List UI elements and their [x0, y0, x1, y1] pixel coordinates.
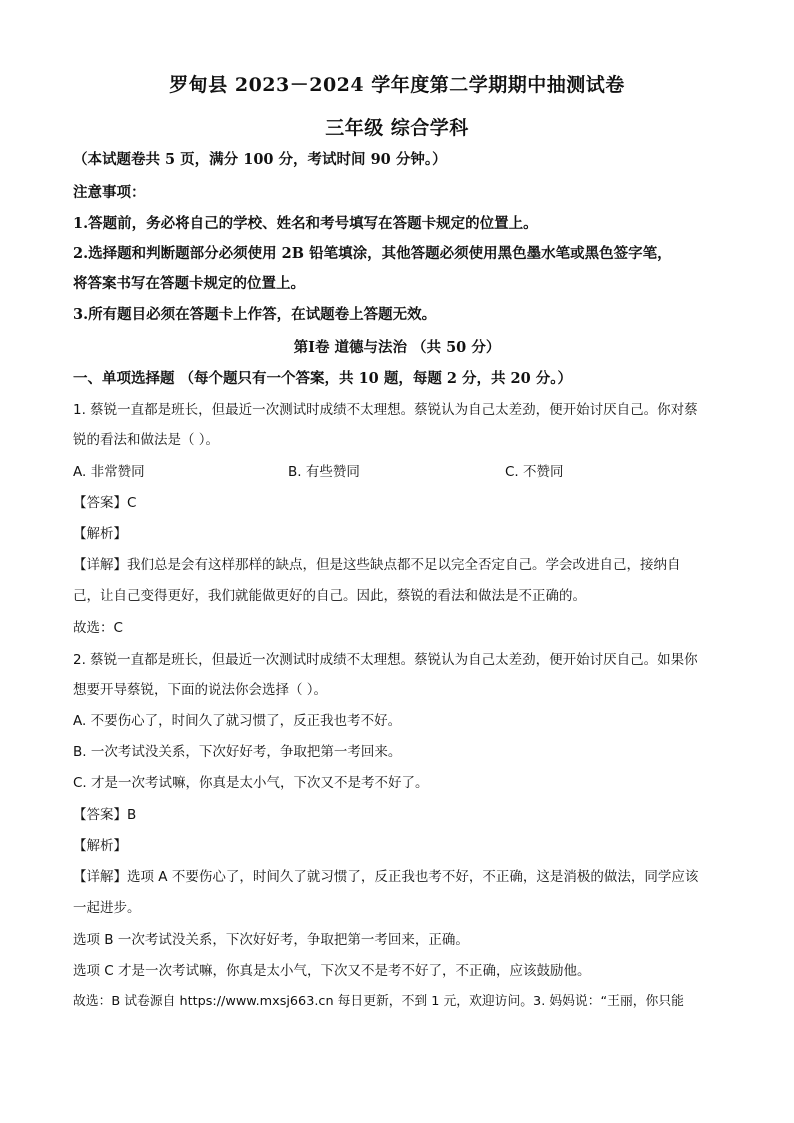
- notice-item-1: 1.答题前，务必将自己的学校、姓名和考号填写在答题卡规定的位置上。: [73, 215, 538, 232]
- q2-stem-line2: 想要开导蔡锐，下面的说法你会选择（ ）。: [73, 682, 328, 698]
- q1-detail-line1: 【详解】我们总是会有这样那样的缺点，但是这些缺点都不足以完全否定自己。学会改进自己，接纳自: [73, 557, 681, 573]
- q1-conclusion: 故选：C: [73, 620, 123, 636]
- q1-option-b: B. 有些赞同: [288, 464, 360, 480]
- exam-info: （本试题卷共 5 页，满分 100 分，考试时间 90 分钟。）: [73, 151, 447, 168]
- q1-stem-line1: 1. 蔡锐一直都是班长，但最近一次测试时成绩不太理想。蔡锐认为自己太差劲，便开始讨厌自己。你对蔡: [73, 402, 698, 418]
- q1-answer: 【答案】C: [73, 495, 137, 511]
- q1-option-a: A. 非常赞同: [73, 464, 145, 480]
- notice-item-3: 3.所有题目必须在答题卡上作答，在试题卷上答题无效。: [73, 306, 437, 323]
- exam-subtitle: 三年级 综合学科: [325, 117, 469, 139]
- q1-option-c: C. 不赞同: [505, 464, 564, 480]
- q1-stem-line2: 锐的看法和做法是（ ）。: [73, 432, 220, 448]
- q2-detail-line4: 选项 C 才是一次考试嘛，你真是太小气，下次又不是考不好了，不正确，应该鼓励他。: [73, 963, 591, 979]
- q2-detail-line1: 【详解】选项 A 不要伤心了，时间久了就习惯了，反正我也考不好，不正确，这是消极的做法，同学应该: [73, 869, 699, 885]
- q2-analysis: 【解析】: [73, 838, 127, 854]
- notice-item-2a: 2.选择题和判断题部分必须使用 2B 铅笔填涂，其他答题必须使用黑色墨水笔或黑色签字笔，: [73, 245, 672, 262]
- section1-heading: 一、单项选择题 （每个题只有一个答案，共 10 题，每题 2 分，共 20 分。）: [73, 370, 573, 387]
- exam-title: 罗甸县 2023－2024 学年度第二学期期中抽测试卷: [169, 74, 625, 96]
- q1-analysis: 【解析】: [73, 526, 127, 542]
- q2-option-a: A. 不要伤心了，时间久了就习惯了，反正我也考不好。: [73, 713, 402, 729]
- q2-stem-line1: 2. 蔡锐一直都是班长，但最近一次测试时成绩不太理想。蔡锐认为自己太差劲，便开始讨厌自己。如果你: [73, 652, 698, 668]
- q2-detail-line2: 一起进步。: [73, 900, 141, 916]
- q2-option-b: B. 一次考试没关系，下次好好考，争取把第一考回来。: [73, 744, 402, 760]
- notice-item-2b: 将答案书写在答题卡规定的位置上。: [73, 275, 305, 292]
- q1-detail-line2: 己，让自己变得更好，我们就能做更好的自己。因此，蔡锐的看法和做法是不正确的。: [73, 588, 586, 604]
- q2-option-c: C. 才是一次考试嘛，你真是太小气，下次又不是考不好了。: [73, 775, 429, 791]
- part1-heading: 第Ⅰ卷 道德与法治 （共 50 分）: [293, 339, 501, 356]
- q2-conclusion: 故选：B 试卷源自 https://www.mxsj663.cn 每日更新，不到 1 元，欢迎访问。3. 妈妈说：“王丽，你只能: [73, 994, 684, 1009]
- q2-answer: 【答案】B: [73, 807, 137, 823]
- q2-detail-line3: 选项 B 一次考试没关系，下次好好考，争取把第一考回来，正确。: [73, 932, 469, 948]
- notice-heading: 注意事项：: [73, 184, 146, 201]
